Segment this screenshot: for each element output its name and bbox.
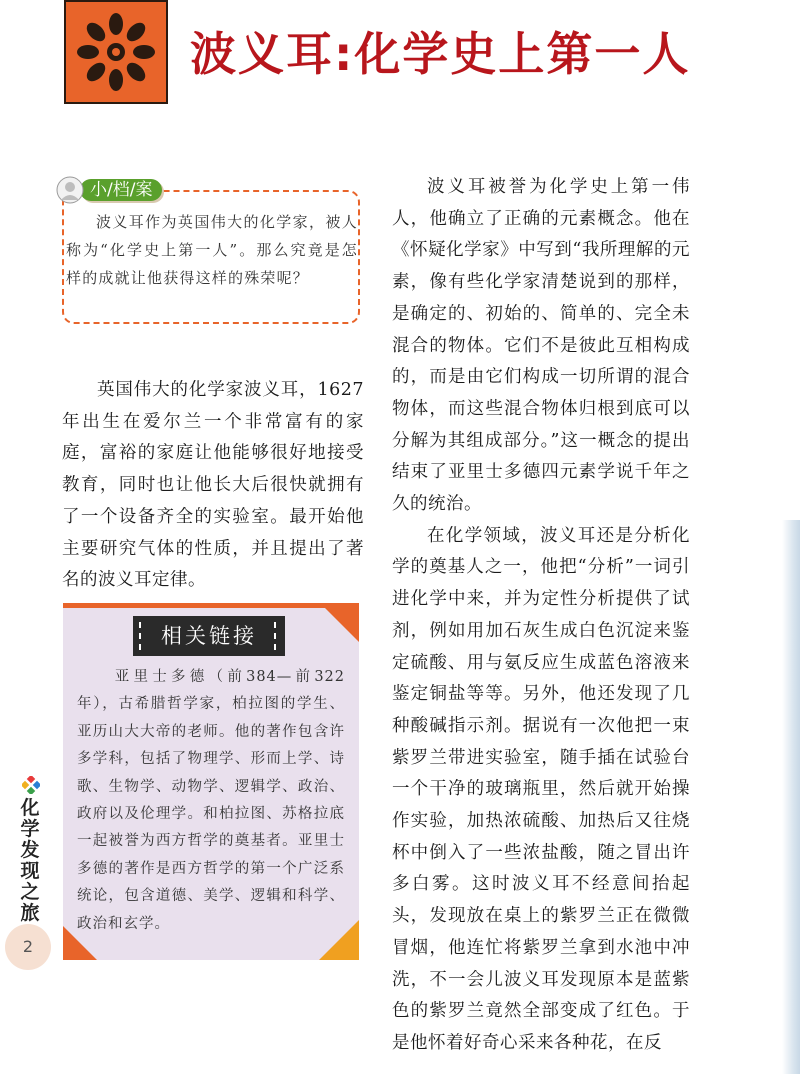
profile-label: 小/档/案 (80, 179, 162, 201)
right-column (392, 172, 690, 1060)
book-title-vertical: 化学发现之旅 (20, 797, 40, 924)
right-paragraph: 在化学领域，波义耳还是分析化学的奠基人之一，他把“分析”一词引进化学中来，并为定性分析提供了试剂，例如用加石灰生成白色沉淀来鉴定硫酸、用与氨反应生成蓝色溶液来鉴定铜盐等等。另外，他还发现了几种酸碱指示剂。据说有一次他把一束紫罗兰带进实验室，随手插在试验台一个干净的玻璃瓶里，然后就开始操作实验，加热浓硫酸、加热后又往烧杯中倒入了一些浓盐酸，随之冒出许多白雾。这时波义耳不经意间抬起头，发现放在桌上的紫罗兰正在微微冒烟，他连忙将紫罗兰拿到水池中冲洗，不一会儿波义耳发现原本是蓝紫色的紫罗兰竟然全部变成了红色。于是他怀着好奇心采来各种花，在反 (392, 525, 690, 1053)
related-link-box (63, 603, 359, 960)
related-text: 亚里士多德（前384—前322年），古希腊哲学家，柏拉图的学生、亚历山大大帝的老师。他的著作包含许多学科，包括了物理学、形而上学、诗歌、生物学、动物学、逻辑学、政治、政府以及伦理学。和柏拉图、苏格拉底一起被誉为西方哲学的奠基者。亚里士多德的著作是西方哲学的第一个广泛系统论，包含道德、美学、逻辑和科学、政治和玄学。 (77, 669, 345, 932)
profile-tab (56, 178, 162, 202)
page-edge-decoration (782, 520, 800, 1074)
left-paragraph: 英国伟大的化学家波义耳，1627年出生在爱尔兰一个非常富有的家庭，富裕的家庭让他能够很好地接受教育，同时也让他长大后很快就拥有了一个设备齐全的实验室。最开始他主要研究气体的性质，并且提出了著名的波义耳定律。 (62, 380, 364, 591)
diamond-logo-icon (22, 776, 40, 794)
portrait-icon (56, 176, 84, 204)
page-number: 2 (5, 924, 51, 970)
left-column (62, 375, 364, 597)
flower-emblem-icon (66, 2, 166, 102)
related-title: 相关链接 (133, 616, 285, 656)
logo-emblem (64, 0, 168, 104)
corner-decoration (325, 608, 359, 642)
page-title: 波义耳:化学史上第一人 (190, 27, 691, 81)
right-paragraph: 波义耳被誉为化学史上第一伟人，他确立了正确的元素概念。他在《怀疑化学家》中写到“我所理解的元素，像有些化学家清楚说到的那样，是确定的、初始的、简单的、完全未混合的物体。它们不是彼此互相构成的，而是由它们构成一切所谓的混合物体，而这些混合物体归根到底可以分解为其组成部分。”这一概念的提出结束了亚里士多德四元素学说千年之久的统治。 (392, 177, 690, 515)
profile-text: 波义耳作为英国伟大的化学家，被人称为“化学史上第一人”。那么究竟是怎样的成就让他获得这样的殊荣呢？ (66, 213, 358, 287)
